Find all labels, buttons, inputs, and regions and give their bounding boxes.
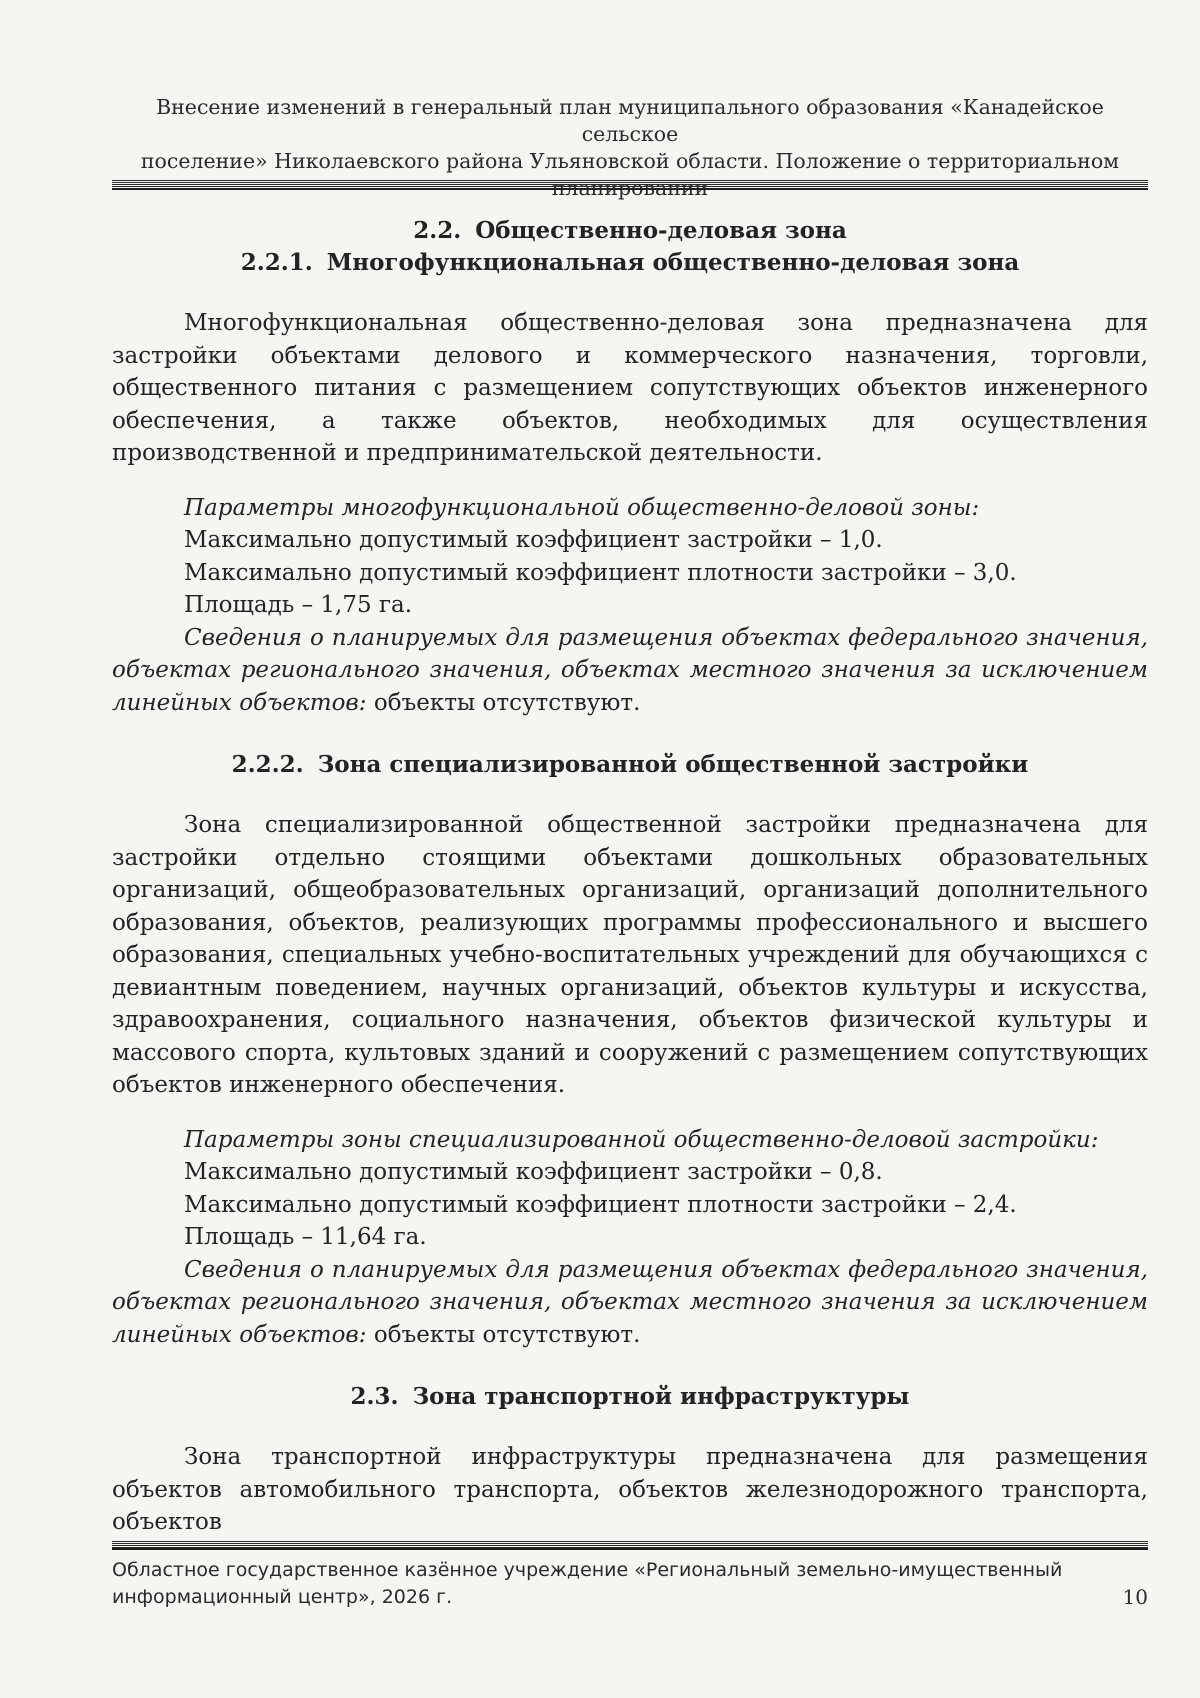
- page-number: 10: [1122, 1585, 1148, 1609]
- heading-number: 2.3.: [350, 1383, 399, 1410]
- header-line-1: Внесение изменений в генеральный план муниципального образования «Канадейское сельское: [156, 95, 1104, 146]
- param-coefficient: Максимально допустимый коэффициент застройки – 0,8.: [184, 1159, 883, 1185]
- info-label: Сведения о планируемых для размещения объектах федерального значения, объектах регионального значения, объектах местного значения за исключением линейных объектов:: [112, 624, 1148, 716]
- heading-number: 2.2.: [413, 217, 462, 244]
- heading-number: 2.2.1.: [240, 249, 313, 276]
- header-rule-thick: [112, 188, 1148, 190]
- param-density: Максимально допустимый коэффициент плотности застройки – 3,0.: [184, 559, 1017, 586]
- heading-2-3: [112, 1381, 1148, 1413]
- param-coefficient: Максимально допустимый коэффициент застройки – 1,0.: [184, 527, 883, 553]
- params-title: Параметры зоны специализированной общественно-деловой застройки:: [184, 1126, 1099, 1153]
- footer-line-1: Областное государственное казённое учреждение «Региональный земельно-имущественный: [112, 1559, 1063, 1581]
- footer-rule-thick: [112, 1548, 1148, 1550]
- heading-title: Общественно-деловая зона: [475, 217, 847, 244]
- paragraph-multifunctional-zone: Многофункциональная общественно-деловая зона предназначена для застройки объектами делового и коммерческого назначения, торговли, общественного питания с размещением сопутствующих объектов инженерного обеспечения, а также объектов, необходимых для осуществления производственной и предпринимательской деятельности.: [112, 310, 1148, 466]
- param-area: Площадь – 1,75 га.: [184, 592, 413, 618]
- heading-title: Многофункциональная общественно-деловая зона: [326, 249, 1020, 276]
- info-value: объекты отсутствуют.: [366, 689, 641, 716]
- document-footer: [112, 1557, 1148, 1611]
- footer-rule: [112, 1541, 1148, 1548]
- header-rule: [112, 180, 1148, 188]
- param-density: Максимально допустимый коэффициент плотности застройки – 2,4.: [184, 1191, 1017, 1218]
- header-line-2: поселение» Николаевского района Ульяновской области. Положение о территориальном: [140, 149, 1120, 173]
- heading-2-2: [112, 215, 1148, 247]
- planned-objects-info: [112, 622, 1148, 720]
- info-label: Сведения о планируемых для размещения объектах федерального значения, объектах регионального значения, объектах местного значения за исключением линейных объектов:: [112, 1256, 1148, 1348]
- planned-objects-info: [112, 1254, 1148, 1352]
- heading-2-2-2: [112, 749, 1148, 781]
- heading-title: Зона транспортной инфраструктуры: [412, 1383, 910, 1410]
- info-value: объекты отсутствуют.: [366, 1321, 641, 1348]
- heading-title: Зона специализированной общественной застройки: [317, 751, 1029, 778]
- paragraph-transport-zone: Зона транспортной инфраструктуры предназначена для размещения объектов автомобильного транспорта, объектов железнодорожного транспорта, объектов: [112, 1444, 1148, 1535]
- param-area: Площадь – 11,64 га.: [184, 1224, 427, 1250]
- heading-2-2-1: [112, 247, 1148, 279]
- footer-line-2: информационный центр», 2026 г.: [112, 1586, 453, 1608]
- paragraph-specialized-zone: Зона специализированной общественной застройки предназначена для застройки отдельно стоящими объектами дошкольных образовательных организаций, общеобразовательных организаций, организаций дополнительного образования, объектов, реализующих программы профессионального и высшего образования, специальных учебно-воспитательных учреждений для обучающихся с девиантным поведением, научных организаций, объектов культуры и искусства, здравоохранения, социального назначения, объектов физической культуры и массового спорта, культовых зданий и сооружений с размещением сопутствующих объектов инженерного обеспечения.: [112, 812, 1148, 1098]
- heading-number: 2.2.2.: [231, 751, 304, 778]
- params-title: Параметры многофункциональной общественно-деловой зоны:: [184, 494, 980, 521]
- document-content: [112, 215, 1148, 1539]
